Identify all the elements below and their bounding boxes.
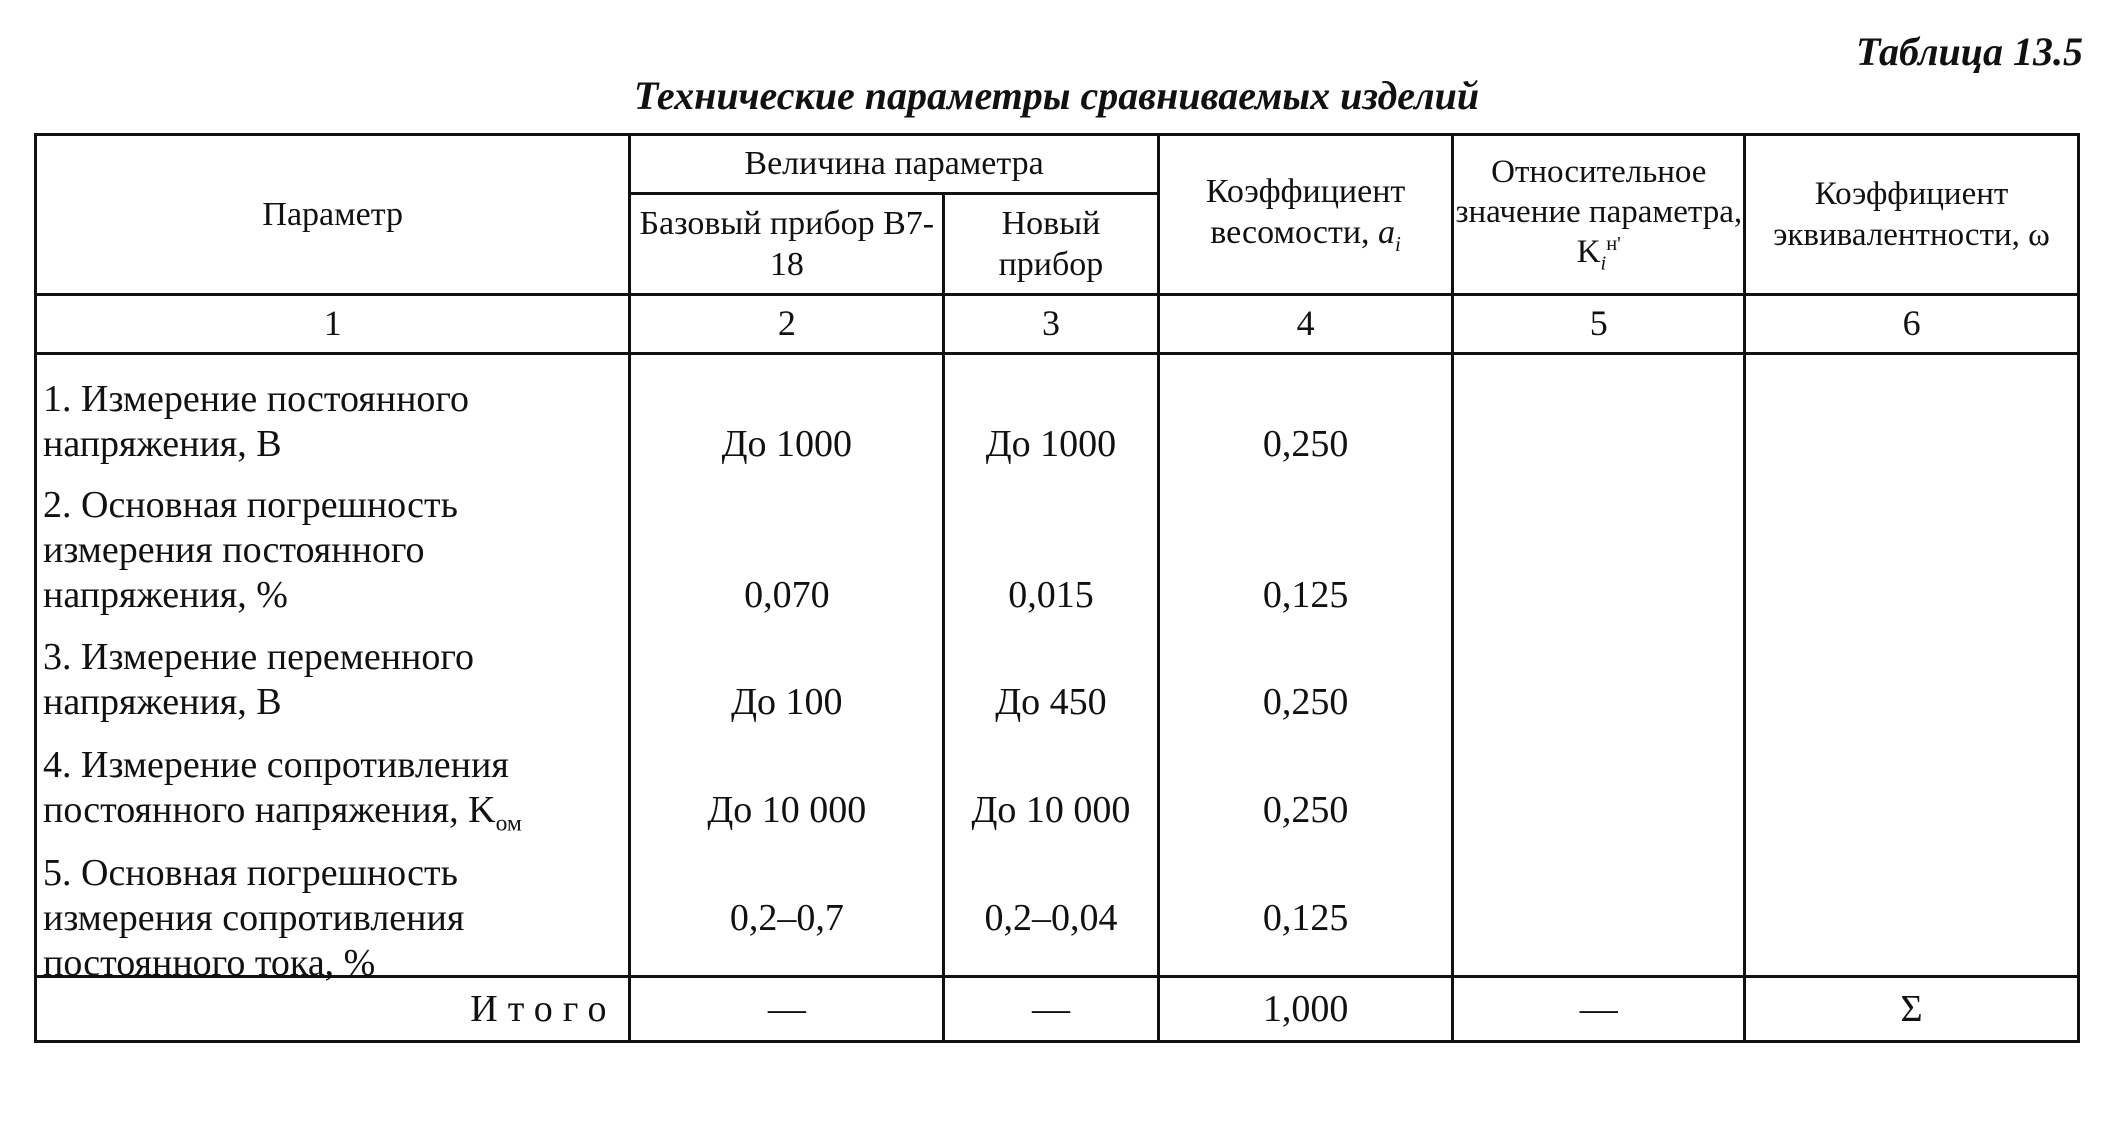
base-device-column: [630, 354, 944, 977]
weight-value-3: 0,250: [1262, 681, 1349, 723]
weight-value-2: 0,125: [1262, 574, 1349, 616]
header-weight-coefficient-sub: i: [1395, 232, 1401, 257]
table-title: Технические параметры сравниваемых изделий: [633, 73, 1480, 118]
column-number-2: 2: [630, 295, 944, 354]
new-value-3: До 450: [995, 681, 1107, 723]
base-value-5: 0,2–0,7: [729, 897, 844, 939]
base-value-3: До 100: [731, 681, 843, 723]
parameter-2: 2. Основная погрешность измерения постоянного напряжения, %: [43, 484, 458, 616]
header-relative-value-sup: н': [1606, 233, 1621, 256]
table-number-label: Таблица 13.5: [1856, 29, 2083, 74]
header-relative-value-text: Относительное значение параметра, K: [1455, 153, 1743, 271]
total-label: Итого: [36, 977, 630, 1042]
parameter-3: 3. Измерение переменного напряжения, В: [43, 636, 475, 723]
column-number-4: 4: [1158, 295, 1453, 354]
header-relative-value-sub: i: [1600, 253, 1607, 276]
parameter-column: [36, 354, 630, 984]
parameter-4: [43, 743, 624, 847]
weight-column: [1158, 354, 1453, 977]
column-number-3: 3: [944, 295, 1159, 354]
parameter-5: 5. Основная погрешность измерения сопротивления постоянного тока, %: [43, 852, 465, 984]
column-number-5: 5: [1453, 295, 1745, 354]
relative-value-column: [1453, 354, 1745, 977]
base-value-4: До 10 000: [707, 789, 867, 831]
header-weight-coefficient-symbol: a: [1378, 214, 1396, 252]
weight-value-1: 0,250: [1262, 423, 1349, 465]
total-weight: 1,000: [1158, 977, 1453, 1042]
new-device-column: [944, 354, 1159, 977]
total-new: —: [944, 977, 1159, 1042]
base-value-2: 0,070: [744, 574, 830, 616]
weight-value-4: 0,250: [1262, 789, 1349, 831]
total-equivalence: Σ: [1745, 977, 2079, 1042]
base-value-1: До 1000: [721, 423, 853, 465]
parameter-4-text: 4. Измерение сопротивления постоянного напряжения, K: [43, 744, 509, 831]
parameter-4-unit-sub: ом: [495, 810, 522, 837]
header-relative-value: [1453, 135, 1745, 295]
equivalence-column: [1745, 354, 2079, 977]
weight-value-5: 0,125: [1262, 897, 1349, 939]
new-value-1: До 1000: [985, 423, 1117, 465]
column-number-6: 6: [1745, 295, 2079, 354]
header-weight-coefficient-text: Коэффициент весомости,: [1205, 173, 1406, 252]
parameters-table: [34, 133, 2080, 1043]
header-new-device: Новый прибор: [944, 194, 1159, 295]
new-value-4: До 10 000: [971, 789, 1131, 831]
new-value-5: 0,2–0,04: [984, 897, 1118, 939]
header-parameter: Параметр: [36, 135, 630, 295]
column-number-1: 1: [36, 295, 630, 354]
header-weight-coefficient: [1158, 135, 1453, 295]
parameter-1: 1. Измерение постоянного напряжения, В: [43, 378, 470, 465]
total-base: —: [630, 977, 944, 1042]
header-equivalence-coefficient: Коэффициент эквивалентности, ω: [1745, 135, 2079, 295]
total-relative: —: [1453, 977, 1745, 1042]
header-base-device: Базовый прибор В7-18: [630, 194, 944, 295]
header-value-group: Величина параметра: [630, 135, 1158, 194]
new-value-2: 0,015: [1008, 574, 1094, 616]
